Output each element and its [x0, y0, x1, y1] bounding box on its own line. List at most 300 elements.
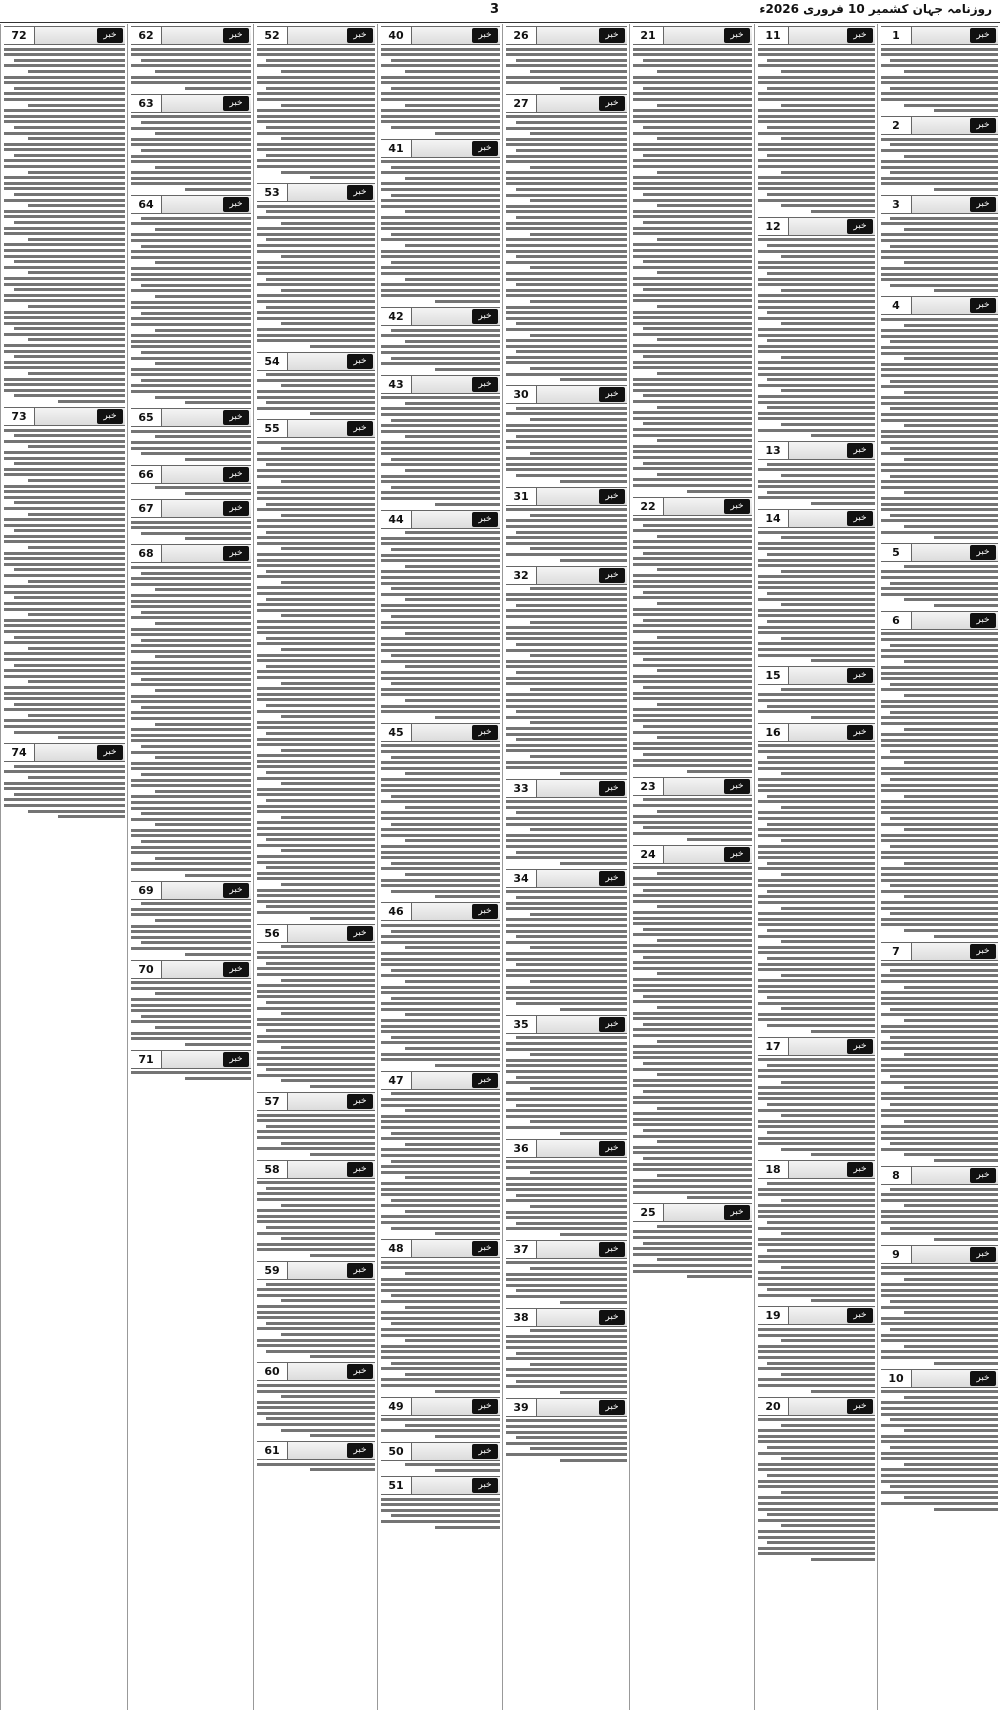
text-line [781, 474, 875, 477]
news-body-text [257, 945, 375, 1088]
text-line [506, 81, 627, 84]
text-line [767, 862, 875, 865]
text-line [881, 1289, 998, 1292]
text-line [506, 986, 627, 989]
news-badge: خبر [599, 489, 625, 504]
text-line [506, 339, 627, 342]
masthead-date: روزنامہ جہان کشمیر 10 فروری 2026ء [759, 2, 992, 16]
text-line [506, 839, 627, 842]
text-line [506, 250, 627, 253]
news-item-number: 60 [257, 1363, 288, 1380]
text-line [530, 514, 627, 517]
text-line [657, 473, 752, 476]
text-line [633, 1185, 752, 1188]
text-line [141, 745, 251, 748]
text-line [758, 963, 875, 966]
text-line [257, 973, 375, 976]
text-line [516, 1104, 627, 1107]
text-line [4, 344, 125, 347]
news-item-header [758, 441, 875, 460]
text-line [4, 277, 125, 280]
text-line [381, 1317, 500, 1320]
text-line [758, 1188, 875, 1191]
news-badge: خبر [599, 1400, 625, 1415]
text-line [881, 1502, 998, 1505]
text-line [881, 1109, 998, 1112]
text-line [811, 434, 875, 437]
text-line [633, 1168, 752, 1171]
news-item-number: 58 [257, 1161, 288, 1178]
text-line [281, 1046, 375, 1049]
text-line [881, 576, 998, 579]
text-line [881, 329, 998, 332]
text-line [516, 643, 627, 646]
text-line [281, 1079, 375, 1082]
text-line [131, 1071, 251, 1074]
text-line [633, 1000, 752, 1003]
text-line [633, 917, 752, 920]
text-line [14, 434, 125, 437]
news-item-header [506, 869, 627, 888]
news-item-number: 14 [758, 510, 789, 527]
text-line [633, 64, 752, 67]
text-line [4, 540, 125, 543]
text-line [758, 1440, 875, 1443]
text-line [381, 626, 500, 629]
news-item-header [758, 509, 875, 528]
text-line [4, 159, 125, 162]
text-line [506, 244, 627, 247]
text-line [4, 143, 125, 146]
text-line [881, 1317, 998, 1320]
text-line [141, 572, 251, 575]
text-line [560, 559, 627, 562]
news-badge: خبر [472, 1478, 498, 1493]
text-line [687, 490, 752, 493]
text-line [633, 900, 752, 903]
text-line [4, 485, 125, 488]
text-line [381, 800, 500, 803]
text-line [881, 531, 998, 534]
news-item [4, 26, 125, 403]
text-line [4, 378, 125, 381]
text-line [781, 289, 875, 292]
text-line [4, 496, 125, 499]
text-line [758, 710, 875, 713]
news-badge: خبر [347, 1162, 373, 1177]
news-item-header [633, 777, 752, 796]
text-line [516, 283, 627, 286]
text-line [381, 570, 500, 573]
news-item-header [881, 195, 998, 214]
text-line [281, 979, 375, 982]
text-line [767, 823, 875, 826]
text-line [381, 171, 500, 174]
text-line [934, 935, 998, 938]
news-body-text [881, 48, 998, 113]
news-badge: خبر [472, 725, 498, 740]
news-badge: خبر [970, 1371, 996, 1386]
text-line [530, 418, 627, 421]
news-item-number: 62 [131, 27, 162, 44]
text-line [530, 334, 627, 337]
text-line [633, 1247, 752, 1250]
text-line [633, 467, 752, 470]
text-line [506, 918, 627, 921]
text-line [560, 1008, 627, 1011]
text-line [516, 322, 627, 325]
text-line [4, 507, 125, 510]
news-item-number: 27 [506, 95, 537, 112]
news-item-number: 47 [381, 1072, 412, 1089]
text-line [506, 626, 627, 629]
text-line [633, 249, 752, 252]
news-item-header [4, 26, 125, 45]
text-line [506, 127, 627, 130]
text-line [131, 76, 251, 79]
text-line [310, 1153, 375, 1156]
news-body-text [131, 115, 251, 191]
text-line [633, 630, 752, 633]
text-line [405, 1013, 500, 1016]
text-line [758, 261, 875, 264]
text-line [131, 987, 251, 990]
news-body-text [131, 566, 251, 877]
text-line [131, 672, 251, 675]
text-line [266, 1001, 375, 1004]
text-line [767, 756, 875, 759]
text-line [155, 362, 251, 365]
text-line [781, 1424, 875, 1427]
news-badge: خبر [847, 668, 873, 683]
text-line [904, 761, 998, 764]
text-line [758, 98, 875, 101]
text-line [758, 1350, 875, 1353]
text-line [781, 772, 875, 775]
text-line [391, 1514, 500, 1517]
news-body-text [131, 430, 251, 461]
text-line [266, 1283, 375, 1286]
text-line [266, 598, 375, 601]
text-line [881, 1125, 998, 1128]
news-item [131, 544, 251, 876]
text-line [266, 1068, 375, 1071]
text-line [405, 839, 500, 842]
text-line [758, 468, 875, 471]
news-item-number: 37 [506, 1241, 537, 1258]
text-line [381, 250, 500, 253]
text-line [266, 866, 375, 869]
text-line [633, 1028, 752, 1031]
text-line [758, 811, 875, 814]
text-line [633, 821, 752, 824]
text-line [633, 361, 752, 364]
news-item-number: 61 [257, 1442, 288, 1459]
text-line [643, 928, 752, 931]
text-line [633, 804, 752, 807]
text-line [131, 784, 251, 787]
text-line [435, 503, 500, 506]
news-body-text [506, 1036, 627, 1134]
news-body-text [506, 1329, 627, 1394]
text-line [4, 552, 125, 555]
text-line [506, 278, 627, 281]
text-line [381, 1188, 500, 1191]
text-line [881, 385, 998, 388]
text-line [904, 424, 998, 427]
text-line [881, 318, 998, 321]
news-item-number: 70 [131, 961, 162, 978]
text-line [381, 1261, 500, 1264]
text-line [131, 767, 251, 770]
text-line [506, 733, 627, 736]
text-line [934, 188, 998, 191]
text-line [881, 1480, 998, 1483]
text-line [257, 995, 375, 998]
text-line [257, 956, 375, 959]
news-item [131, 26, 251, 90]
text-line [633, 120, 752, 123]
text-line [758, 1097, 875, 1100]
text-line [381, 778, 500, 781]
text-line [657, 1107, 752, 1110]
page-number: 3 [490, 2, 500, 17]
text-line [141, 532, 251, 535]
news-item-number: 31 [506, 488, 537, 505]
news-item [506, 26, 627, 90]
text-line [281, 547, 375, 550]
news-item [758, 509, 875, 662]
text-line [934, 289, 998, 292]
text-line [506, 907, 627, 910]
text-line [131, 301, 251, 304]
news-item-number: 16 [758, 724, 789, 741]
text-line [506, 1048, 627, 1051]
text-line [904, 104, 998, 107]
text-line [633, 608, 752, 611]
news-item-header [506, 1398, 627, 1417]
news-badge: خبر [847, 1399, 873, 1414]
text-line [257, 889, 375, 892]
text-line [781, 1491, 875, 1494]
text-line [781, 204, 875, 207]
text-line [381, 660, 500, 663]
text-line [758, 1109, 875, 1112]
news-badge: خبر [97, 409, 123, 424]
text-line [758, 1271, 875, 1274]
text-line [633, 883, 752, 886]
text-line [381, 879, 500, 882]
text-line [633, 277, 752, 280]
news-item [506, 1240, 627, 1304]
text-line [758, 317, 875, 320]
text-line [131, 644, 251, 647]
news-item-number: 59 [257, 1262, 288, 1279]
text-line [310, 1468, 375, 1471]
text-line [881, 1266, 998, 1269]
text-line [781, 1007, 875, 1010]
text-line [687, 838, 752, 841]
text-line [131, 868, 251, 871]
text-line [758, 586, 875, 589]
text-line [185, 953, 251, 956]
text-line [381, 81, 500, 84]
text-line [141, 840, 251, 843]
text-line [758, 1356, 875, 1359]
text-line [381, 609, 500, 612]
text-line [381, 266, 500, 269]
text-line [266, 838, 375, 841]
text-line [391, 261, 500, 264]
text-line [767, 890, 875, 893]
text-line [781, 1457, 875, 1460]
text-line [758, 1092, 875, 1095]
text-line [881, 1440, 998, 1443]
text-line [530, 828, 627, 831]
news-item [381, 1071, 500, 1235]
text-line [781, 570, 875, 573]
text-line [516, 896, 627, 899]
text-line [758, 1334, 875, 1337]
news-item-header [381, 1476, 500, 1495]
text-line [904, 155, 998, 158]
news-body-text [758, 1328, 875, 1393]
news-column [377, 24, 503, 1710]
text-line [881, 991, 998, 994]
text-line [381, 222, 500, 225]
text-line [758, 778, 875, 781]
text-line [28, 372, 125, 375]
text-line [257, 1018, 375, 1021]
text-line [506, 143, 627, 146]
text-line [257, 48, 375, 51]
text-line [131, 1009, 251, 1012]
text-line [881, 256, 998, 259]
text-line [14, 260, 125, 263]
text-line [934, 1362, 998, 1365]
text-line [381, 856, 500, 859]
text-line [131, 127, 251, 130]
text-line [141, 1015, 251, 1018]
text-line [131, 526, 251, 529]
text-line [881, 81, 998, 84]
text-line [4, 81, 125, 84]
text-line [281, 1429, 375, 1432]
news-body-text [381, 1092, 500, 1235]
news-item-number: 7 [881, 943, 912, 960]
text-line [811, 1299, 875, 1302]
text-line [405, 873, 500, 876]
text-line [516, 149, 627, 152]
news-body-text [506, 1419, 627, 1461]
text-line [758, 1238, 875, 1241]
text-line [391, 997, 500, 1000]
text-line [633, 378, 752, 381]
text-line [633, 1079, 752, 1082]
news-item-number: 35 [506, 1016, 537, 1033]
text-line [890, 245, 998, 248]
news-item-header [506, 1015, 627, 1034]
news-item [881, 1369, 998, 1511]
text-line [633, 344, 752, 347]
news-badge: خبر [724, 847, 750, 862]
text-line [633, 400, 752, 403]
text-line [758, 1243, 875, 1246]
news-body-text [758, 238, 875, 437]
text-line [381, 963, 500, 966]
text-line [530, 266, 627, 269]
text-line [633, 731, 752, 734]
news-item-number: 39 [506, 1399, 537, 1416]
text-line [257, 788, 375, 791]
text-line [881, 1114, 998, 1117]
text-line [391, 795, 500, 798]
news-badge: خبر [347, 185, 373, 200]
text-line [257, 1220, 375, 1223]
text-line [281, 1299, 375, 1302]
text-line [4, 652, 125, 655]
text-line [257, 261, 375, 264]
text-line [633, 866, 752, 869]
text-line [257, 642, 375, 645]
text-line [781, 255, 875, 258]
text-line [881, 677, 998, 680]
text-line [391, 1160, 500, 1163]
text-line [643, 355, 752, 358]
news-item-header [506, 94, 627, 113]
text-line [633, 1236, 752, 1239]
text-line [391, 862, 500, 865]
news-item-header [381, 139, 500, 158]
news-item-number: 19 [758, 1307, 789, 1324]
text-line [131, 273, 251, 276]
text-line [767, 996, 875, 999]
text-line [4, 675, 125, 678]
text-line [381, 1058, 500, 1061]
text-line [781, 688, 875, 691]
text-line [881, 834, 998, 837]
text-line [657, 736, 752, 739]
text-line [310, 412, 375, 415]
text-line [657, 602, 752, 605]
news-item-header [881, 26, 998, 45]
text-line [405, 665, 500, 668]
text-line [381, 941, 500, 944]
text-line [257, 894, 375, 897]
text-line [633, 411, 752, 414]
news-item [257, 419, 375, 919]
text-line [781, 1114, 875, 1117]
text-line [155, 588, 251, 591]
text-line [881, 463, 998, 466]
text-line [758, 648, 875, 651]
text-line [131, 143, 251, 146]
news-item [257, 924, 375, 1088]
text-line [257, 542, 375, 545]
text-line [633, 1264, 752, 1267]
text-line [767, 193, 875, 196]
text-line [758, 856, 875, 859]
text-line [155, 655, 251, 658]
text-line [506, 412, 627, 415]
text-line [4, 490, 125, 493]
text-line [155, 857, 251, 860]
news-item [381, 510, 500, 719]
text-line [758, 867, 875, 870]
text-line [781, 137, 875, 140]
text-line [14, 568, 125, 571]
text-line [904, 261, 998, 264]
